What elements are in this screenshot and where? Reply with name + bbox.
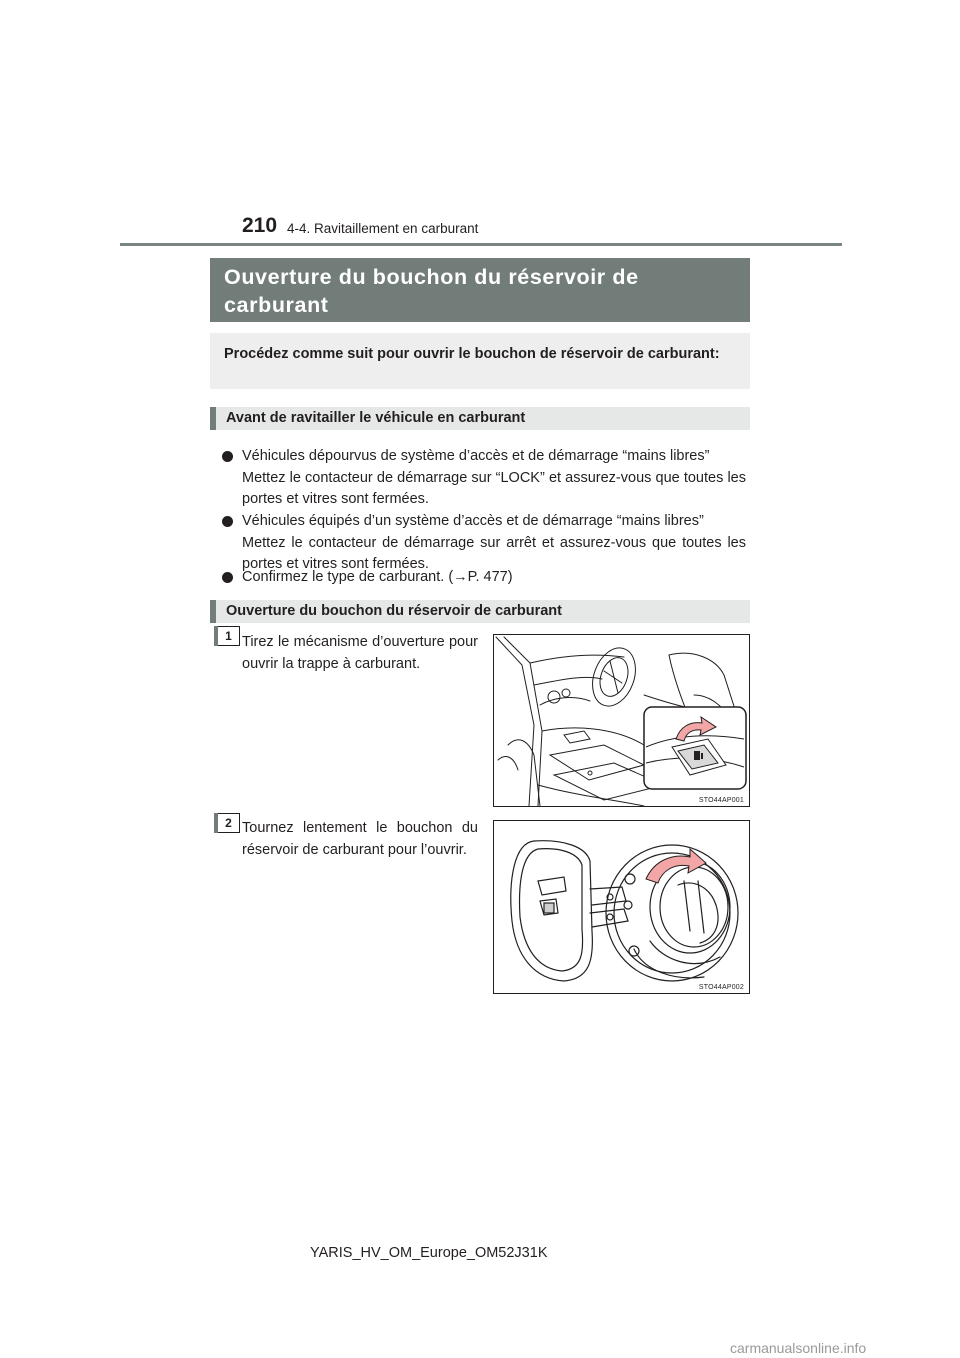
figure-code: STO44AP001 (698, 797, 744, 804)
bullet-icon (222, 451, 233, 462)
bullet-title: Confirmez le type de carburant. (→P. 477) (242, 569, 513, 585)
bullet-icon (222, 516, 233, 527)
step-text: Tournez lentement le bouchon du réservoir de carburant pour l’ouvrir. (242, 820, 478, 858)
header-divider (120, 243, 842, 246)
bullet-item (222, 567, 746, 589)
main-heading-line-1: Ouverture du bouchon du réservoir de (224, 265, 639, 289)
step-number-badge: 1 (218, 626, 240, 646)
before-refuel-heading: Avant de ravitailler le véhicule en carburant (210, 407, 750, 430)
page-number: 210 (242, 214, 278, 237)
bullet-title: Véhicules dépourvus de système d’accès et de démarrage “mains libres” (242, 448, 710, 464)
main-heading (210, 258, 750, 322)
intro-box: Procédez comme suit pour ouvrir le bouchon de réservoir de carburant: (210, 333, 750, 389)
step-text: Tirez le mécanisme d’ouverture pour ouvrir la trappe à carburant. (242, 634, 478, 672)
step-number-badge: 2 (218, 813, 240, 833)
car-interior-icon (494, 635, 749, 806)
main-heading-line-2: carburant (224, 293, 329, 317)
figure-code: STO44AP002 (698, 984, 744, 991)
bullet-icon (222, 572, 233, 583)
section-title: 4-4. Ravitaillement en carburant (287, 221, 479, 236)
footer-document-code: YARIS_HV_OM_Europe_OM52J31K (310, 1245, 548, 1261)
fuel-cap-icon (494, 821, 749, 993)
fuel-cap-illustration (493, 820, 750, 994)
bullet-item (222, 446, 746, 511)
watermark: carmanualsonline.info (730, 1340, 867, 1356)
bullet-item (222, 511, 746, 576)
bullet-text: Mettez le contacteur de démarrage sur arrêt et assurez-vous que toutes les portes et vitres sont fermées. (242, 534, 746, 572)
bullet-text: Mettez le contacteur de démarrage sur “LOCK” et assurez-vous que toutes les portes et vitres sont fermées. (242, 469, 746, 507)
bullet-title: Véhicules équipés d’un système d’accès et de démarrage “mains libres” (242, 513, 704, 529)
opening-heading: Ouverture du bouchon du réservoir de carburant (210, 600, 750, 623)
fuel-door-lever-illustration (493, 634, 750, 807)
